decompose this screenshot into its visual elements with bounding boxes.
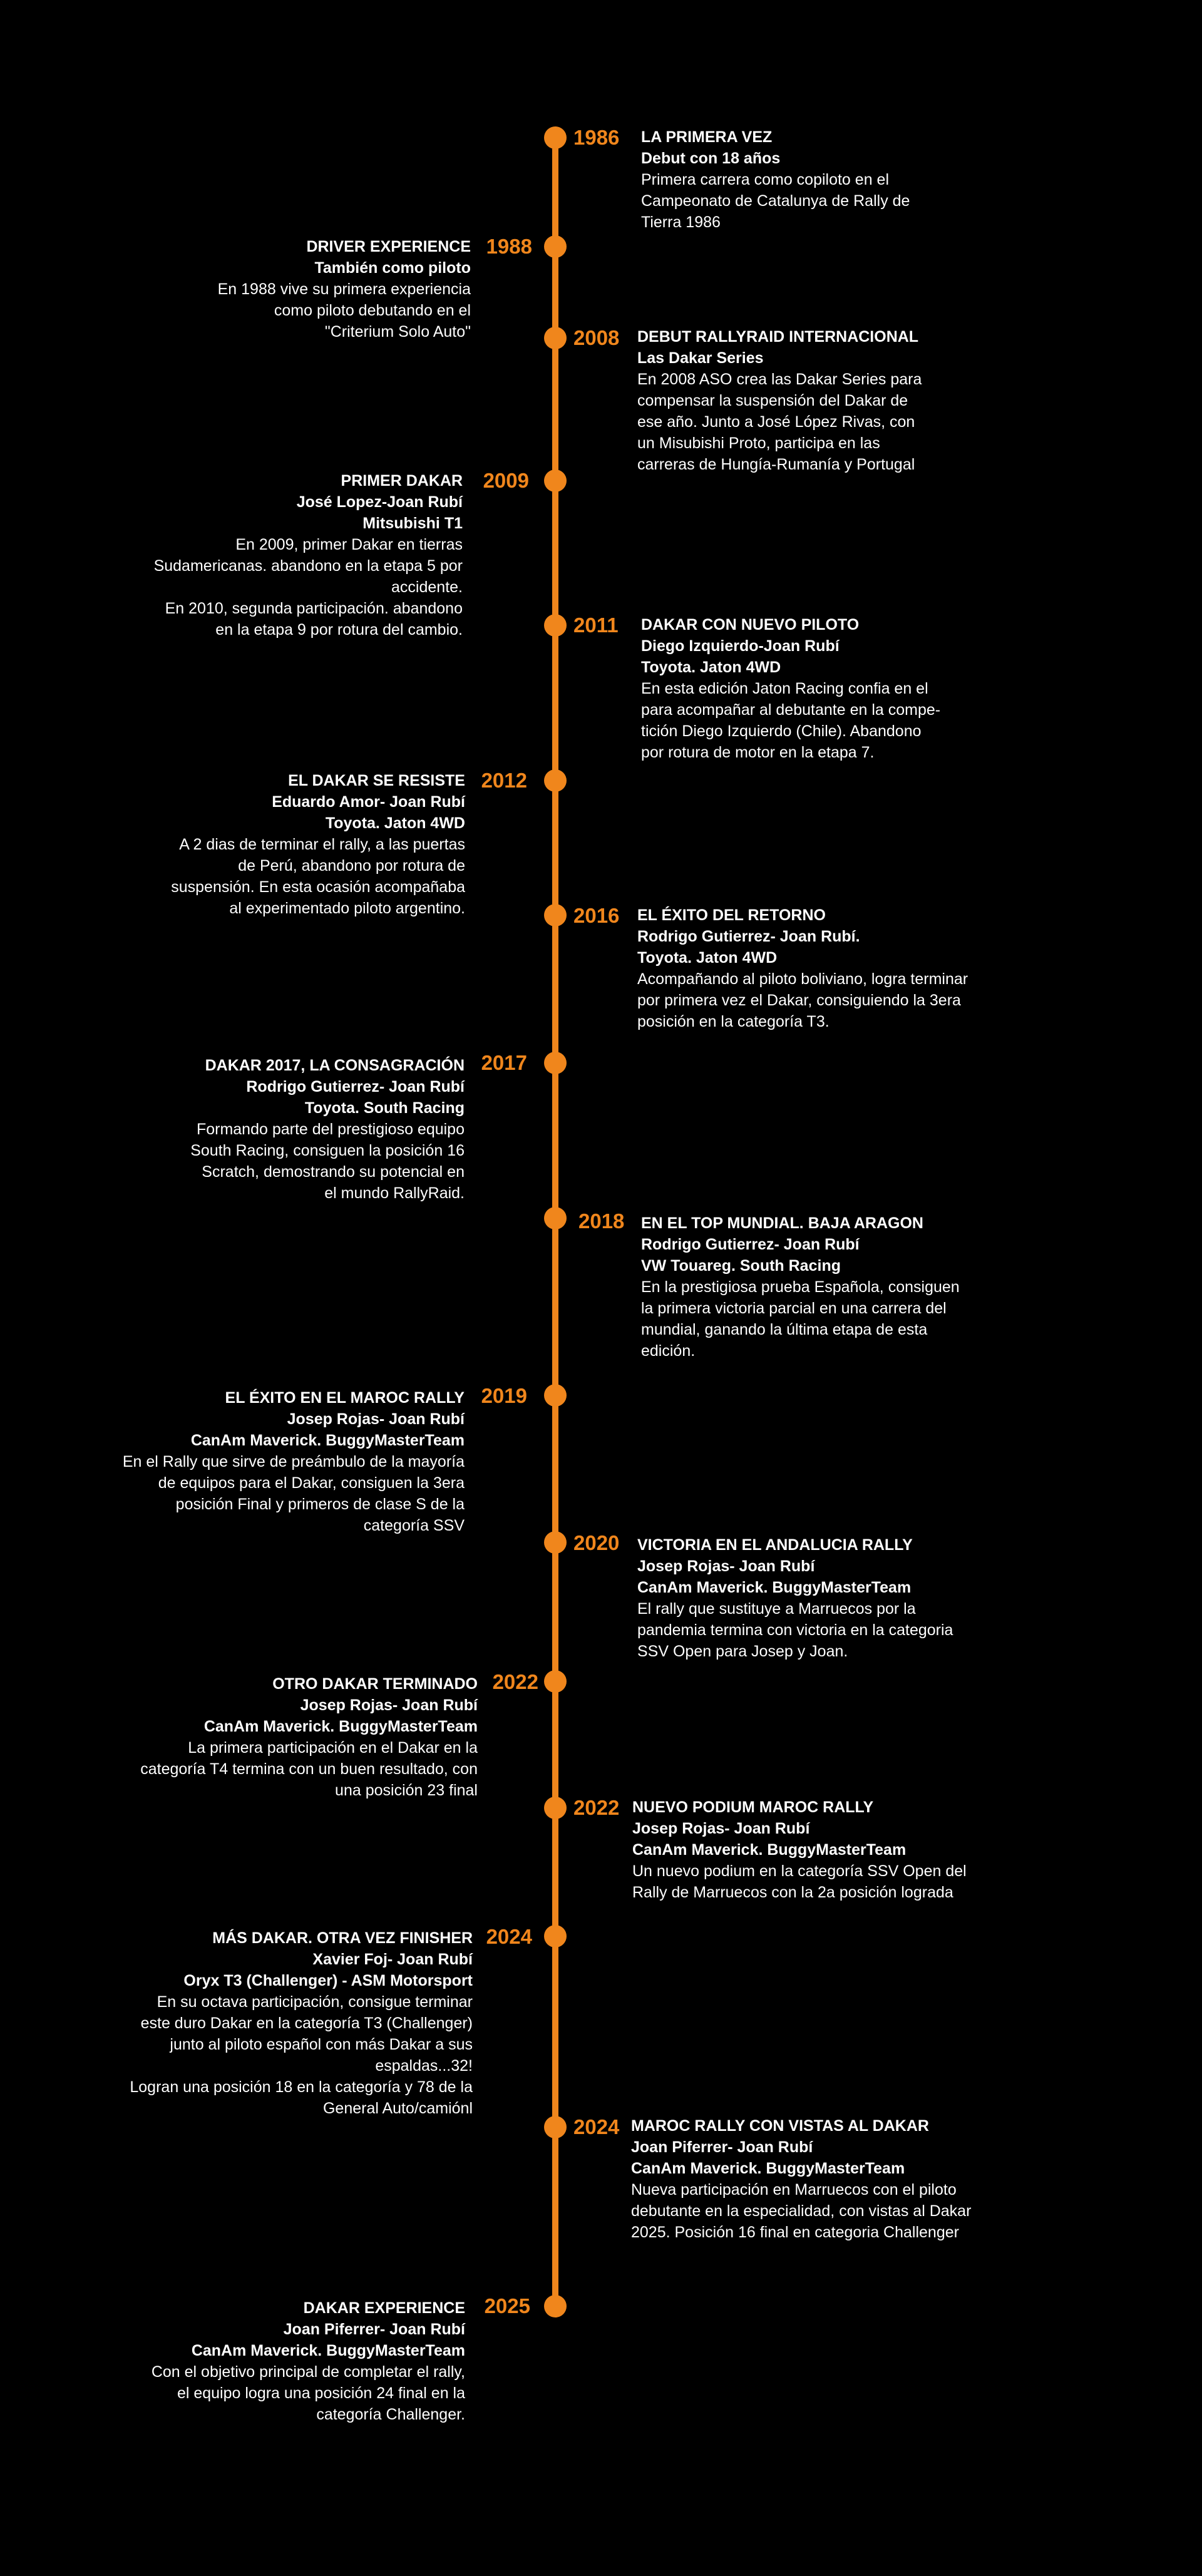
timeline-event <box>637 326 922 475</box>
event-year: 2008 <box>573 326 620 349</box>
timeline-dot <box>544 126 567 149</box>
event-subtitle: Debut con 18 años <box>641 150 781 167</box>
event-year: 2017 <box>481 1051 527 1074</box>
event-subtitle: Mitsubishi T1 <box>362 515 463 532</box>
event-subtitle: También como piloto <box>314 259 471 277</box>
event-year: 2011 <box>573 613 619 637</box>
event-description: La primera participación en el Dakar en la categoría T4 termina con un buen resultado, con una posición 23 final <box>140 1739 478 1799</box>
event-year: 1986 <box>573 126 620 149</box>
event-subtitle: Rodrigo Gutierrez- Joan Rubí. <box>637 928 860 945</box>
event-title: DAKAR CON NUEVO PILOTO <box>641 616 860 634</box>
event-title: EL ÉXITO DEL RETORNO <box>637 906 826 924</box>
timeline-event <box>130 1927 473 2119</box>
event-description: Acompañando al piloto boliviano, logra terminar por primera vez el Dakar, consiguiendo la 3era posición en la categoría T3. <box>637 970 968 1030</box>
event-year: 2016 <box>573 904 620 927</box>
timeline-dot <box>544 235 567 258</box>
event-subtitle: CanAm Maverick. BuggyMasterTeam <box>632 1841 907 1859</box>
event-title: EL DAKAR SE RESISTE <box>288 772 465 789</box>
timeline-dot <box>544 769 567 792</box>
event-subtitle: Oryx T3 (Challenger) - ASM Motorsport <box>183 1972 473 1989</box>
event-subtitle: CanAm Maverick. BuggyMasterTeam <box>190 1432 465 1449</box>
event-description: Con el objetivo principal de completar el rally, el equipo logra una posición 24 final en la categoría Challenger. <box>151 2363 465 2423</box>
timeline-dot <box>544 1925 567 1947</box>
timeline-dot <box>544 614 567 637</box>
event-description: En la prestigiosa prueba Española, consiguen la primera victoria parcial en una carrera del mundial, ganando la última etapa de esta edición. <box>641 1278 960 1360</box>
event-year: 2025 <box>484 2294 530 2317</box>
timeline-event <box>641 126 910 233</box>
event-subtitle: Xavier Foj- Joan Rubí <box>312 1951 473 1968</box>
event-description: En su octava participación, consigue terminar este duro Dakar en la categoría T3 (Challenger) junto al piloto español con más Dakar a sus espaldas...32! Logran una posición 18 en la categoría y 78 de la General Auto/camiónl <box>130 1993 473 2117</box>
event-subtitle: Las Dakar Series <box>637 349 764 367</box>
event-subtitle: CanAm Maverick. BuggyMasterTeam <box>631 2160 905 2177</box>
event-subtitle: Toyota. South Racing <box>304 1099 465 1117</box>
event-subtitle: Josep Rojas- Joan Rubí <box>632 1820 810 1837</box>
timeline-event <box>631 2115 971 2243</box>
timeline-dot <box>544 2116 567 2138</box>
timeline-dot <box>544 327 567 349</box>
timeline-event <box>190 1055 465 1204</box>
timeline-event <box>123 1387 465 1536</box>
event-description: Formando parte del prestigioso equipo South Racing, consiguen la posición 16 Scratch, demostrando su potencial en el mundo RallyRaid. <box>190 1121 465 1202</box>
timeline-dot <box>544 1207 567 1229</box>
timeline-dot <box>544 904 567 926</box>
event-subtitle: Toyota. Jaton 4WD <box>641 659 781 676</box>
event-subtitle: Josep Rojas- Joan Rubí <box>637 1557 815 1575</box>
event-title: EL ÉXITO EN EL MAROC RALLY <box>225 1389 465 1407</box>
event-subtitle: Rodrigo Gutierrez- Joan Rubí <box>246 1078 465 1096</box>
event-description: Un nuevo podium en la categoría SSV Open del Rally de Marruecos con la 2a posición lograda <box>632 1862 967 1901</box>
event-description: En 2009, primer Dakar en tierras Sudamericanas. abandono en la etapa 5 por accidente. En 2010, segunda participación. abandono en la etapa 9 por rotura del cambio. <box>153 536 463 639</box>
event-description: Primera carrera como copiloto en el Campeonato de Catalunya de Rally de Tierra 1986 <box>641 171 910 231</box>
event-year: 2018 <box>578 1209 625 1233</box>
timeline-dot <box>544 1052 567 1074</box>
event-subtitle: Josep Rojas- Joan Rubí <box>300 1696 478 1714</box>
timeline-event <box>637 1534 953 1662</box>
event-title: OTRO DAKAR TERMINADO <box>272 1675 478 1693</box>
timeline-dot <box>544 1670 567 1693</box>
event-year: 2024 <box>486 1925 532 1948</box>
event-year: 2019 <box>481 1384 527 1407</box>
event-year: 2009 <box>483 469 529 492</box>
event-title: DAKAR 2017, LA CONSAGRACIÓN <box>205 1057 465 1074</box>
event-subtitle: VW Touareg. South Racing <box>641 1257 841 1275</box>
timeline-dot <box>544 1384 567 1407</box>
event-description: En el Rally que sirve de preámbulo de la mayoría de equipos para el Dakar, consiguen la 3era posición Final y primeros de clase S de la categoría SSV <box>122 1453 465 1534</box>
timeline-dot <box>544 2295 567 2317</box>
event-title: MÁS DAKAR. OTRA VEZ FINISHER <box>212 1929 473 1947</box>
event-year: 2020 <box>573 1531 620 1554</box>
event-subtitle: CanAm Maverick. BuggyMasterTeam <box>203 1718 478 1735</box>
timeline-event <box>641 614 940 763</box>
event-subtitle: Josep Rojas- Joan Rubí <box>287 1410 465 1428</box>
timeline-dot <box>544 470 567 492</box>
event-description: El rally que sustituye a Marruecos por la pandemia termina con victoria en la categoria SSV Open para Josep y Joan. <box>637 1600 953 1660</box>
timeline-dot <box>544 1531 567 1554</box>
event-title: NUEVO PODIUM MAROC RALLY <box>632 1799 874 1816</box>
event-subtitle: Toyota. Jaton 4WD <box>325 814 465 832</box>
event-description: En esta edición Jaton Racing confia en el para acompañar al debutante en la compe- tición Diego Izquierdo (Chile). Abandono por rotura de motor en la etapa 7. <box>641 680 941 761</box>
event-subtitle: CanAm Maverick. BuggyMasterTeam <box>637 1579 912 1596</box>
event-title: VICTORIA EN EL ANDALUCIA RALLY <box>637 1536 913 1554</box>
event-title: DRIVER EXPERIENCE <box>306 238 471 255</box>
timeline-event <box>171 770 465 919</box>
event-year: 2022 <box>492 1670 538 1693</box>
event-year: 2012 <box>481 769 527 792</box>
timeline-event <box>637 905 968 1032</box>
event-title: DEBUT RALLYRAID INTERNACIONAL <box>637 328 919 346</box>
event-title: PRIMER DAKAR <box>341 472 463 490</box>
event-subtitle: Diego Izquierdo-Joan Rubí <box>641 637 840 655</box>
timeline-event <box>152 2297 465 2425</box>
event-subtitle: Eduardo Amor- Joan Rubí <box>272 793 465 811</box>
event-description: A 2 dias de terminar el rally, a las puertas de Perú, abandono por rotura de suspensión. En esta ocasión acompañaba al experimentado piloto argentino. <box>171 836 465 917</box>
event-description: Nueva participación en Marruecos con el piloto debutante en la especialidad, con vistas al Dakar 2025. Posición 16 final en categoria Challenger <box>631 2181 972 2241</box>
event-subtitle: Toyota. Jaton 4WD <box>637 949 778 967</box>
event-description: En 2008 ASO crea las Dakar Series para compensar la suspensión del Dakar de ese año. Junto a José López Rivas, con un Misubishi Proto, participa en las carreras de Hungía-Rumanía y Portugal <box>637 371 922 473</box>
event-subtitle: Joan Piferrer- Joan Rubí <box>283 2321 465 2338</box>
event-title: LA PRIMERA VEZ <box>641 128 773 146</box>
timeline-event <box>140 1673 478 1801</box>
event-year: 2024 <box>573 2115 620 2138</box>
event-subtitle: Rodrigo Gutierrez- Joan Rubí <box>641 1236 860 1253</box>
timeline-event <box>641 1213 960 1362</box>
timeline-dot <box>544 1797 567 1819</box>
timeline-event <box>632 1797 967 1903</box>
event-subtitle: José Lopez-Joan Rubí <box>296 493 463 511</box>
event-year: 1988 <box>486 235 532 258</box>
event-title: MAROC RALLY CON VISTAS AL DAKAR <box>631 2117 929 2135</box>
event-title: EN EL TOP MUNDIAL. BAJA ARAGON <box>641 1214 923 1232</box>
event-subtitle: Joan Piferrer- Joan Rubí <box>631 2138 813 2156</box>
event-subtitle: CanAm Maverick. BuggyMasterTeam <box>191 2342 465 2359</box>
timeline-event <box>154 470 463 640</box>
timeline-event <box>218 236 471 342</box>
event-year: 2022 <box>573 1796 620 1819</box>
event-title: DAKAR EXPERIENCE <box>303 2299 465 2317</box>
event-description: En 1988 vive su primera experiencia como piloto debutando en el "Criterium Solo Auto" <box>217 280 471 341</box>
